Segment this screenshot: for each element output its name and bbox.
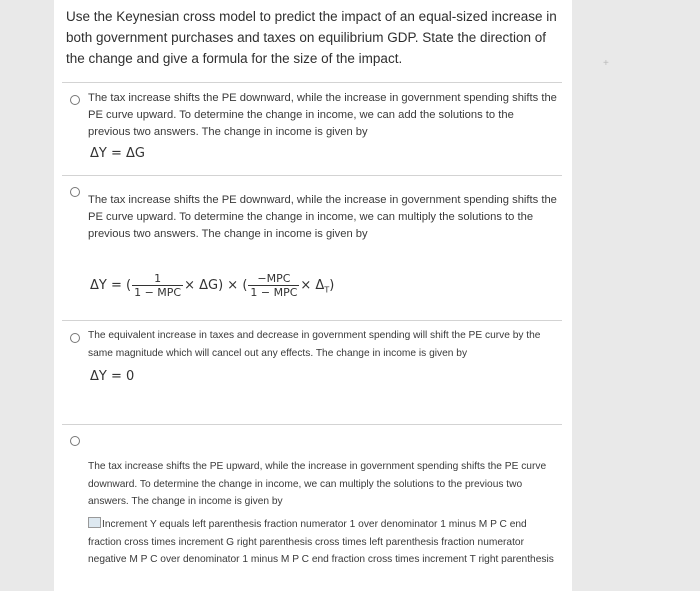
formula-mid: × ΔG) × ( xyxy=(184,278,248,293)
option-4-radio[interactable] xyxy=(70,436,80,446)
divider xyxy=(62,82,562,83)
fraction-1 xyxy=(132,272,183,299)
option-2-formula xyxy=(90,272,334,299)
fraction-2-denominator: 1 − MPC xyxy=(250,286,298,299)
option-3-radio[interactable] xyxy=(70,333,80,343)
formula-lhs: ΔY = ( xyxy=(90,278,132,293)
option-2-radio[interactable] xyxy=(70,187,80,197)
fraction-1-denominator: 1 − MPC xyxy=(134,286,182,299)
formula-tail: × Δ xyxy=(300,278,325,293)
option-1-text: The tax increase shifts the PE downward, while the increase in government spending shifts the PE curve upward. To determine the change in income, we can add the solutions to the previous two answers. The change in income is given by xyxy=(88,92,557,138)
divider xyxy=(62,424,562,425)
fraction-2 xyxy=(248,272,299,299)
question-text: Use the Keynesian cross model to predict the impact of an equal-sized increase in both government purchases and taxes on equilibrium GDP. State the direction of the change and give a formula for the size of the impact. xyxy=(66,9,557,66)
option-3-formula: ΔY = 0 xyxy=(90,369,135,384)
option-1-radio[interactable] xyxy=(70,95,80,105)
formula-close: ) xyxy=(329,278,335,293)
divider xyxy=(62,320,562,321)
option-2-text: The tax increase shifts the PE downward, while the increase in government spending shifts the PE curve upward. To determine the change in income, we can multiply the solutions to the previous two answers. The change in income is given by xyxy=(88,194,557,240)
formula-tail-var: T xyxy=(324,285,330,295)
fraction-2-numerator: −MPC xyxy=(257,272,291,285)
broken-image-icon xyxy=(88,517,101,528)
fraction-1-numerator: 1 xyxy=(154,272,162,285)
side-marker: + xyxy=(603,58,609,69)
divider xyxy=(62,175,562,176)
option-3-text: The equivalent increase in taxes and decrease in government spending will shift the PE curve by the same magnitude which will cancel out any effects. The change in income is given by xyxy=(88,330,541,359)
option-4-text: The tax increase shifts the PE upward, while the increase in government spending shifts the PE curve downward. To determine the change in income, we can multiply the solutions to the previous two answers. The change in income is given by xyxy=(88,461,547,507)
question-card xyxy=(54,0,572,591)
option-1-formula: ΔY = ΔG xyxy=(90,146,145,161)
option-4-alt-text xyxy=(88,516,558,569)
option-4-alt-text-content: Increment Y equals left parenthesis fraction numerator 1 over denominator 1 minus M P C end fraction cross times increment G right parenthesis cross times left parenthesis fraction numerator negative M P C over denominator 1 minus M P C end fraction cross times increment T right parenthesis xyxy=(88,519,554,565)
